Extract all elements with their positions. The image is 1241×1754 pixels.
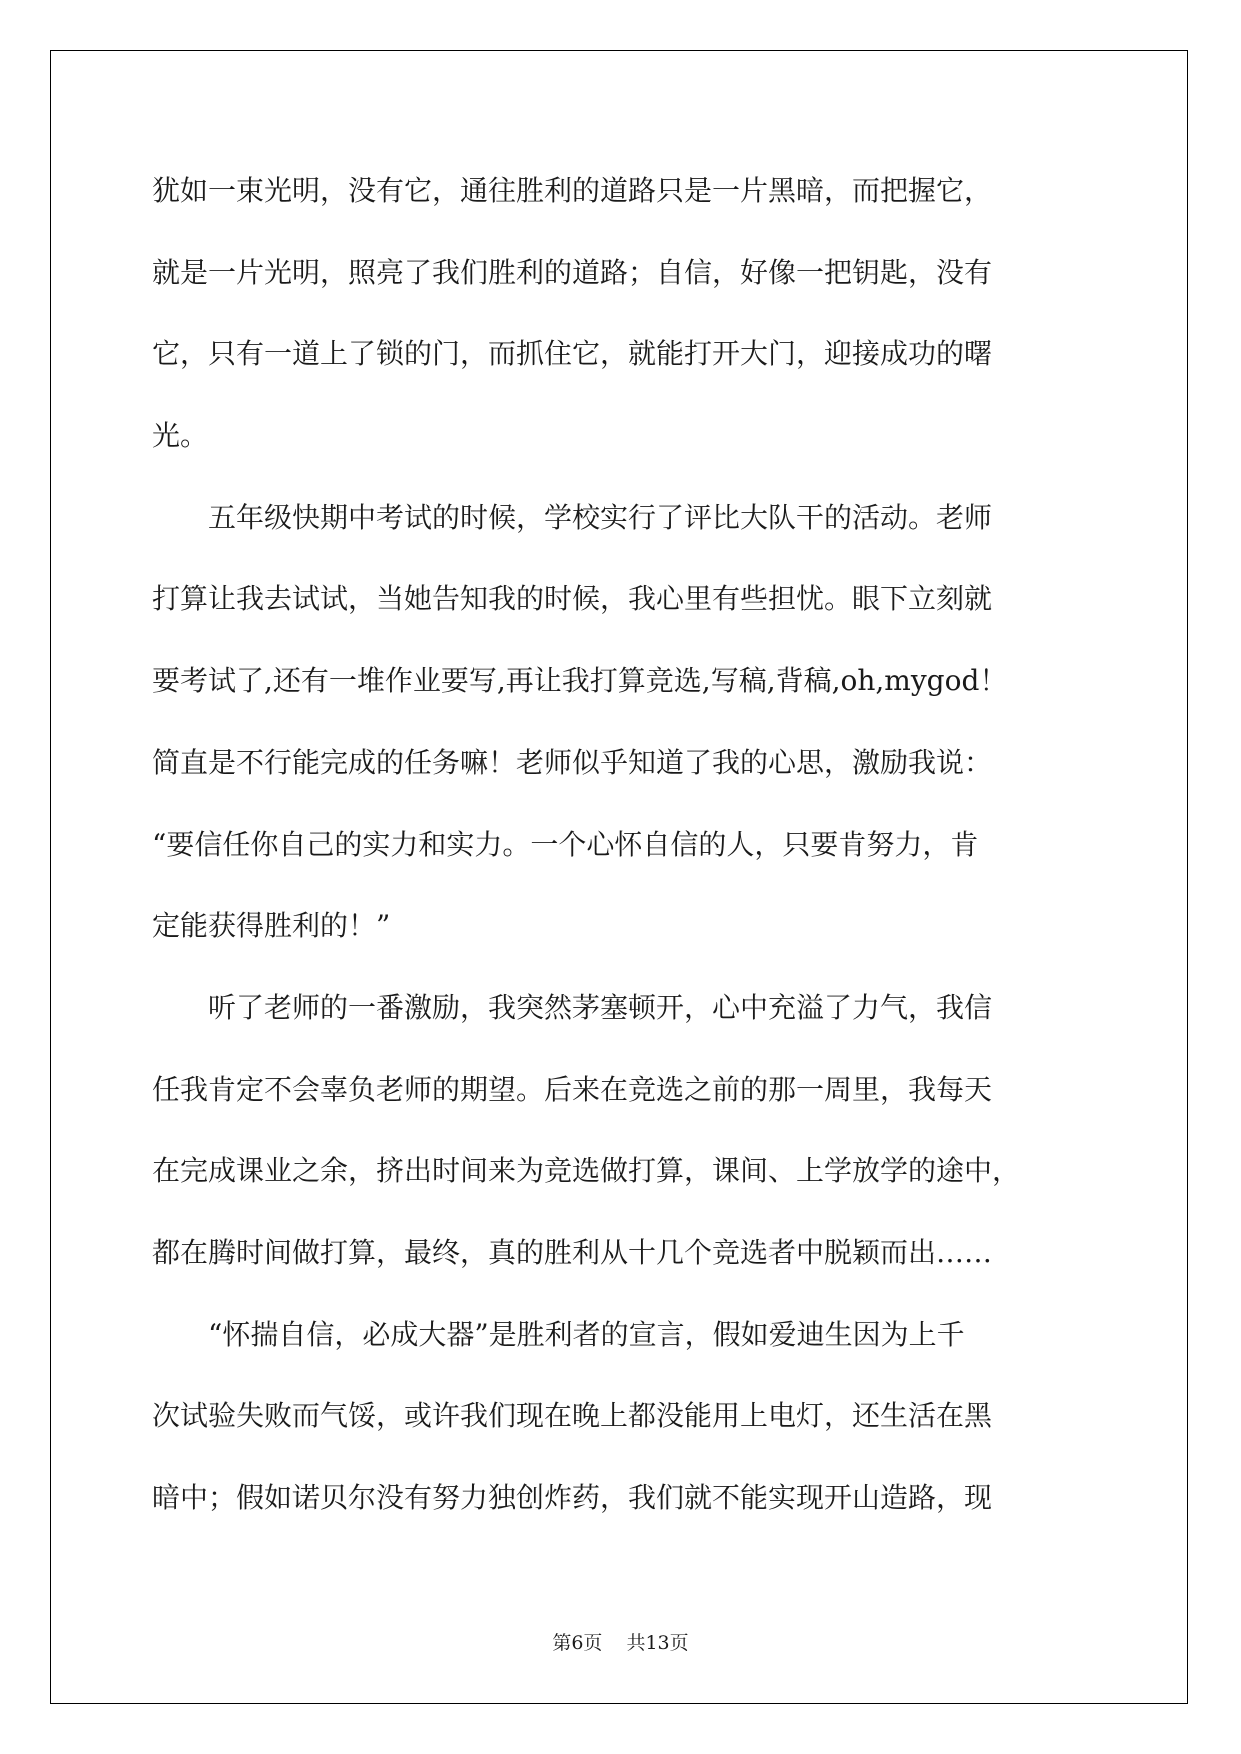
text-line: 简直是不行能完成的任务嘛！老师似乎知道了我的心思，激励我说： [152, 745, 993, 779]
text-line: “怀揣自信，必成大器”是胜利者的宣言，假如爱迪生因为上千 [152, 1317, 965, 1351]
text-line: 就是一片光明，照亮了我们胜利的道路；自信，好像一把钥匙，没有 [152, 255, 993, 289]
text-line: 犹如一束光明，没有它，通往胜利的道路只是一片黑暗，而把握它， [152, 174, 993, 207]
text-line: 任我肯定不会辜负老师的期望。后来在竞选之前的那一周里，我每天 [152, 1072, 993, 1106]
page-number-total: 共13页 [626, 1632, 689, 1654]
text-line: 听了老师的一番激励，我突然茅塞顿开，心中充溢了力气，我信 [152, 990, 993, 1024]
text-line: 光。 [152, 419, 209, 453]
document-body [152, 150, 1092, 1539]
text-line: “要信任你自己的实力和实力。一个心怀自信的人，只要肯努力，肯 [152, 827, 979, 861]
text-line: 它，只有一道上了锁的门，而抓住它，就能打开大门，迎接成功的曙 [152, 337, 993, 371]
page-footer [0, 1628, 1241, 1655]
text-line: 在完成课业之余，挤出时间来为竞选做打算，课间、上学放学的途中， [152, 1154, 1021, 1188]
text-line: 打算让我去试试，当她告知我的时候，我心里有些担忧。眼下立刻就 [152, 582, 993, 616]
text-line: 次试验失败而气馁，或许我们现在晚上都没能用上电灯，还生活在黑 [152, 1399, 993, 1433]
page-number-current: 第6页 [552, 1632, 603, 1654]
text-line: 都在腾时间做打算，最终，真的胜利从十几个竞选者中脱颖而出…… [152, 1235, 993, 1269]
text-line: 五年级快期中考试的时候，学校实行了评比大队干的活动。老师 [152, 500, 993, 534]
text-line: 定能获得胜利的！” [152, 909, 391, 943]
text-line: 暗中；假如诺贝尔没有努力独创炸药，我们就不能实现开山造路，现 [152, 1481, 993, 1514]
text-line: 要考试了,还有一堆作业要写,再让我打算竞选,写稿,背稿,oh,mygod！ [152, 664, 1008, 698]
